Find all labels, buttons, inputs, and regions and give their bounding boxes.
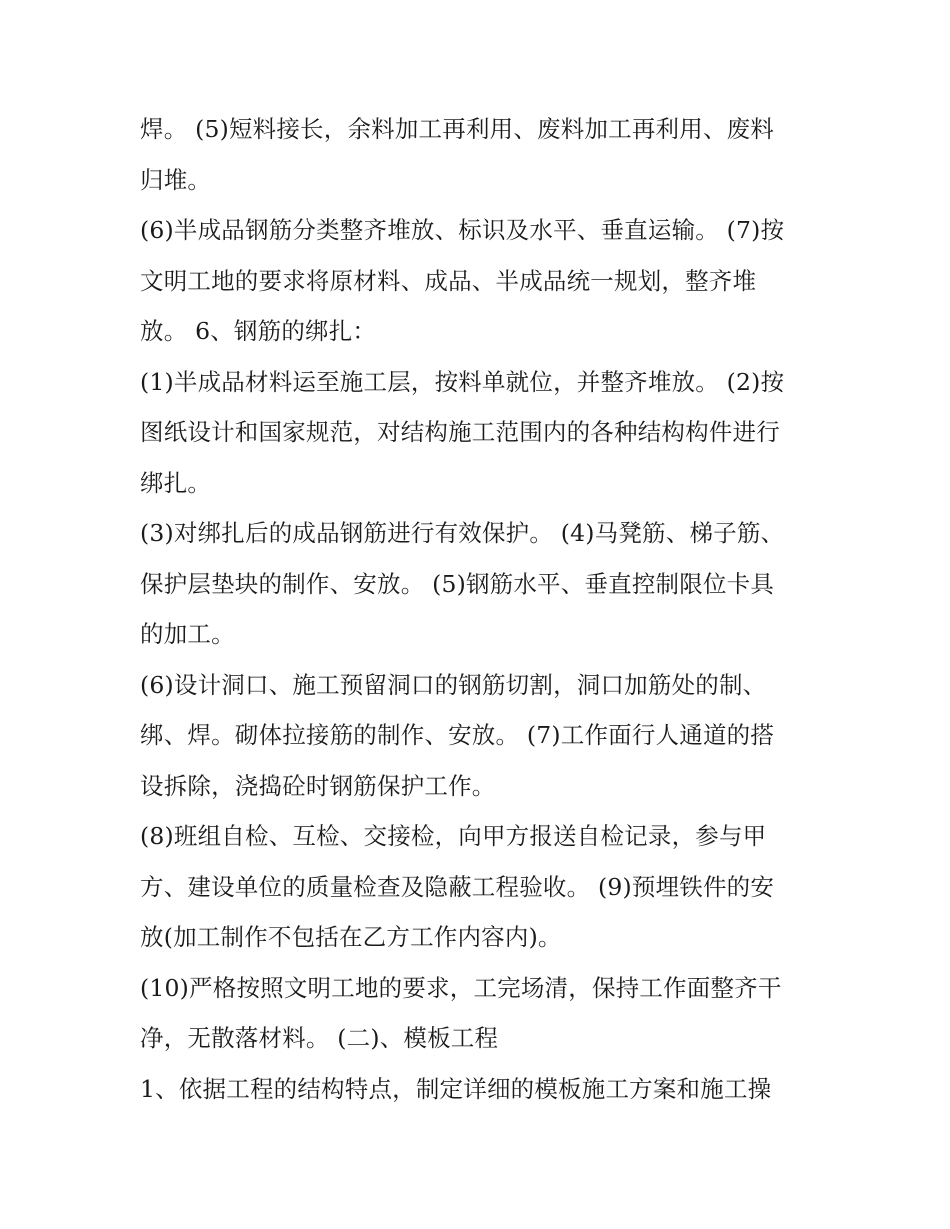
text-line: (8)班组自检、互检、交接检，向甲方报送自检记录，参与甲 — [140, 822, 767, 850]
text-line: (1)半成品材料运至施工层，按料单就位，并整齐堆放。 (2)按 — [140, 367, 785, 396]
text-line: 放(加工制作不包括在乙方工作内容内)。 — [140, 923, 562, 951]
text-line: 焊。 (5)短料接长，余料加工再利用、废料加工再利用、废料 — [140, 115, 775, 143]
text-line: 文明工地的要求将原材料、成品、半成品统一规划，整齐堆 — [140, 266, 757, 295]
text-line: 保护层垫块的制作、安放。 (5)钢筋水平、垂直控制限位卡具 — [140, 569, 775, 598]
text-line: 1、依据工程的结构特点，制定详细的模板施工方案和施工操 — [140, 1074, 772, 1103]
text-line: (10)严格按照文明工地的要求，工完场清，保持工作面整齐干 — [140, 973, 782, 1002]
text-line: 设拆除，浇捣砼时钢筋保护工作。 — [140, 771, 496, 800]
text-line: 绑、焊。砌体拉接筋的制作、安放。 (7)工作面行人通道的搭 — [140, 721, 775, 749]
text-line: 归堆。 — [140, 165, 212, 194]
text-line: 的加工。 — [140, 620, 235, 648]
text-line: 方、建设单位的质量检查及隐蔽工程验收。 (9)预埋铁件的安 — [140, 872, 775, 901]
text-line: (6)设计洞口、施工预留洞口的钢筋切割，洞口加筋处的制、 — [140, 670, 767, 699]
text-line: 图纸设计和国家规范，对结构施工范围内的各种结构构件进行 — [140, 418, 780, 446]
text-line: 绑扎。 — [140, 468, 212, 497]
document-body — [140, 104, 820, 1114]
text-line: 净，无散落材料。 (二)、模板工程 — [140, 1024, 499, 1052]
text-line: 放。 6、钢筋的绑扎： — [140, 317, 377, 345]
text-line: (6)半成品钢筋分类整齐堆放、标识及水平、垂直运输。 (7)按 — [140, 216, 785, 244]
text-line: (3)对绑扎后的成品钢筋进行有效保护。 (4)马凳筋、梯子筋、 — [140, 519, 785, 547]
